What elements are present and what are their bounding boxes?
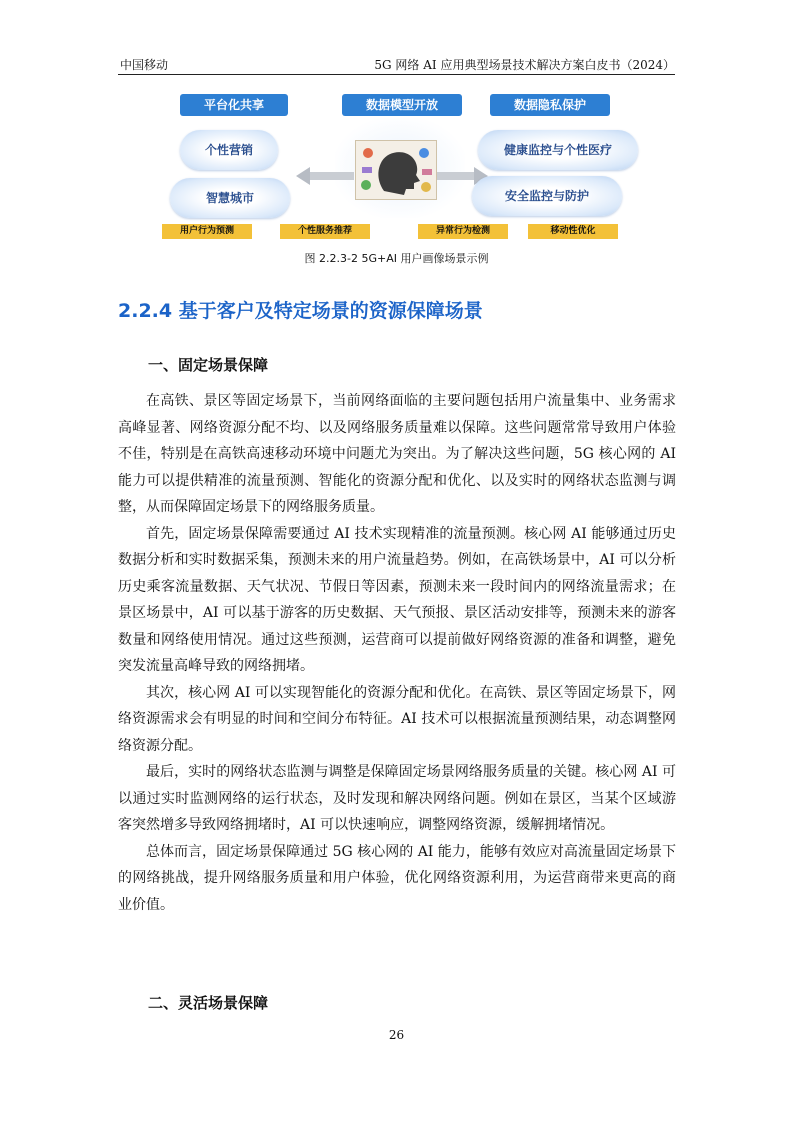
figure-top-label: 数据隐私保护 — [490, 94, 610, 116]
subsection-title: 一、固定场景保障 — [148, 356, 269, 374]
paragraph: 总体而言，固定场景保障通过 5G 核心网的 AI 能力，能够有效应对高流量固定场景下的网络挑战，提升网络服务质量和用户体验，优化网络资源利用，为运营商带来更高的商业价值。 — [118, 843, 676, 913]
body-text — [118, 388, 676, 918]
figure-top-label: 平台化共享 — [180, 94, 288, 116]
figure-bottom-label: 用户行为预测 — [162, 224, 252, 239]
user-profile-figure — [160, 90, 640, 246]
paragraph: 最后，实时的网络状态监测与调整是保障固定场景网络服务质量的关键。核心网 AI 可以通过实时监测网络的运行状态，及时发现和解决网络问题。例如在景区，当某个区域游客突然增多导致网络拥堵时，AI 可以快速响应，调整网络资源，缓解拥堵情况。 — [118, 764, 676, 833]
left-arrow-icon — [296, 167, 310, 185]
figure-bottom-label: 个性服务推荐 — [280, 224, 370, 239]
page-number: 26 — [388, 1028, 405, 1042]
cloud-health-monitoring: 健康监控与个性医疗 — [478, 130, 638, 170]
head-silhouette-icon — [356, 141, 436, 199]
cloud-personal-marketing: 个性营销 — [180, 130, 278, 170]
cloud-smart-city: 智慧城市 — [170, 178, 290, 218]
figure-bottom-label: 移动性优化 — [528, 224, 618, 239]
right-arrow-bar — [436, 172, 476, 180]
header-doc-title: 5G 网络 AI 应用典型场景技术解决方案白皮书（2024） — [374, 58, 675, 72]
page-header — [118, 52, 675, 72]
figure-bottom-label: 异常行为检测 — [418, 224, 508, 239]
figure-caption: 图 2.2.3-2 5G+AI 用户画像场景示例 — [304, 252, 489, 265]
header-rule — [118, 74, 675, 75]
paragraph: 其次，核心网 AI 可以实现智能化的资源分配和优化。在高铁、景区等固定场景下，网络资源需求会有明显的时间和空间分布特征。AI 技术可以根据流量预测结果，动态调整网络资源分配。 — [118, 684, 676, 754]
cloud-security-monitoring: 安全监控与防护 — [472, 176, 622, 216]
paragraph: 在高铁、景区等固定场景下，当前网络面临的主要问题包括用户流量集中、业务需求高峰显著、网络资源分配不均、以及网络服务质量难以保障。这些问题常常导致用户体验不佳，特别是在高铁高速移动环境中问题尤为突出。为了解决这些问题，5G 核心网的 AI 能力可以提供精准的流量预测、智能化的资源分配和优化、以及实时的网络状态监测与调整，从而保障固定场景下的网络服务质量。 — [118, 393, 676, 515]
section-title: 2.2.4 基于客户及特定场景的资源保障场景 — [118, 300, 483, 322]
user-profile-head-image — [355, 140, 437, 200]
figure-top-label: 数据模型开放 — [342, 94, 462, 116]
subsection-title: 二、灵活场景保障 — [148, 994, 269, 1012]
header-org: 中国移动 — [120, 58, 169, 72]
left-arrow-bar — [310, 172, 354, 180]
paragraph: 首先，固定场景保障需要通过 AI 技术实现精准的流量预测。核心网 AI 能够通过历史数据分析和实时数据采集，预测未来的用户流量趋势。例如，在高铁场景中，AI 可以分析历史乘客流量数据、天气状况、节假日等因素，预测未来一段时间内的网络流量需求；在景区场景中，AI 可以基于游客的历史数据、天气预报、景区活动安排等，预测未来的游客数量和网络使用情况。通过这些预测，运营商可以提前做好网络资源的准备和调整，避免突发流量高峰导致的网络拥堵。 — [118, 525, 676, 674]
